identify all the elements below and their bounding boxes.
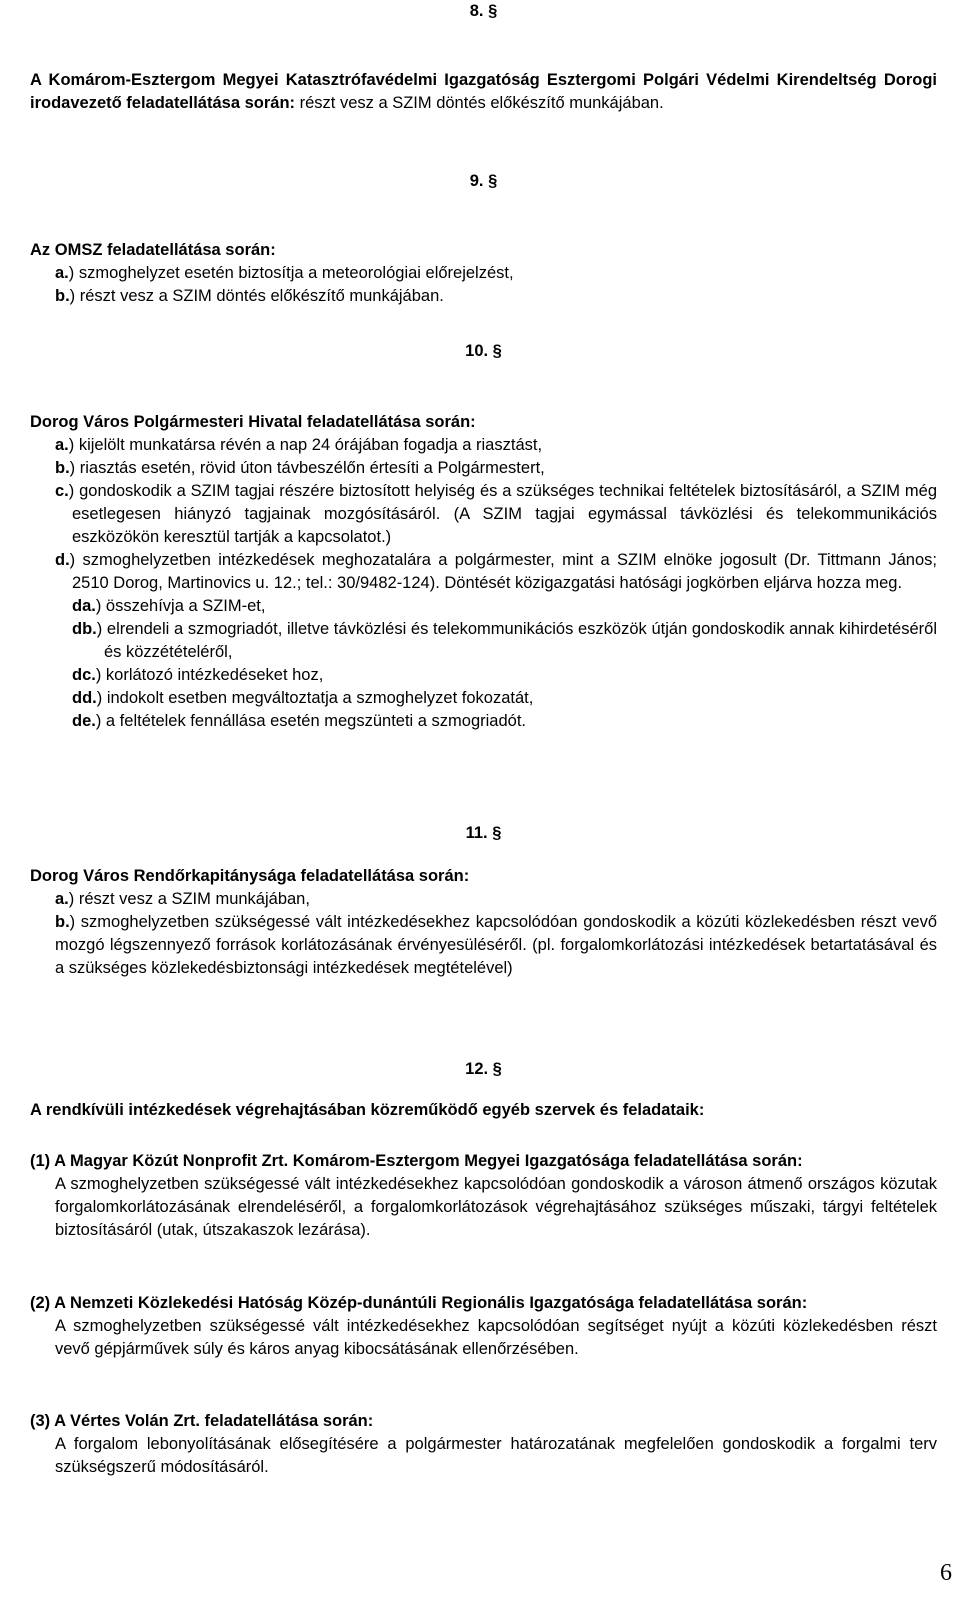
section-11-title: 11. § bbox=[465, 824, 502, 842]
list-item: de.) a feltételek fennállása esetén megszünteti a szmogriadót. bbox=[72, 712, 527, 730]
section-12-title: 12. § bbox=[465, 1060, 502, 1078]
list-item: b.) szmoghelyzetben szükségessé vált intézkedésekhez kapcsolódóan gondoskodik a közúti közlekedésben részt vevő mozgó légszennyező források korlátozásának érvényesüléséről. (pl. forgalomkorlátozási intézkedések betartatásával és a szükséges közlekedésbiztonsági intézkedések megtételével) bbox=[55, 913, 937, 977]
org-1-text: A szmoghelyzetben szükségessé vált intézkedésekhez kapcsolódóan gondoskodik a városon átmenő országos közutak forgalomkorlátozásának elrendeléséről, a forgalomkorlátozások végrehajtásához szükséges műszaki, tárgyi feltételek biztosításáról (utak, útszakaszok lezárása). bbox=[55, 1175, 937, 1239]
list-item: a.) kijelölt munkatársa révén a nap 24 órájában fogadja a riasztást, bbox=[55, 436, 543, 454]
section-10-title: 10. § bbox=[465, 342, 502, 360]
list-item: dd.) indokolt esetben megváltoztatja a szmoghelyzet fokozatát, bbox=[72, 689, 534, 707]
org-1-title: (1) A Magyar Közút Nonprofit Zrt. Komárom-Esztergom Megyei Igazgatósága feladatellátása során: bbox=[30, 1152, 803, 1170]
list-item: d.) szmoghelyzetben intézkedések meghozatalára a polgármester, mint a SZIM elnöke jogosult (Dr. Tittmann János; 2510 Dorog, Martinovics u. 12.; tel.: 30/9482-124). Döntését közigazgatási hatósági jogkörben eljárva hozza meg. bbox=[55, 551, 937, 592]
list-item: dc.) korlátozó intézkedéseket hoz, bbox=[72, 666, 324, 684]
section-11-heading: Dorog Város Rendőrkapitánysága feladatellátása során: bbox=[30, 867, 470, 885]
org-3-title: (3) A Vértes Volán Zrt. feladatellátása során: bbox=[30, 1412, 374, 1430]
org-3-text: A forgalom lebonyolításának elősegítésére a polgármester határozatának megfelelően gondoskodik a forgalmi terv szükségszerű módosításáról. bbox=[55, 1435, 937, 1476]
section-8-title: 8. § bbox=[469, 2, 498, 20]
list-item: a.) szmoghelyzet esetén biztosítja a meteorológiai előrejelzést, bbox=[55, 264, 514, 282]
list-item: da.) összehívja a SZIM-et, bbox=[72, 597, 266, 615]
section-8-text: A Komárom-Esztergom Megyei Katasztrófavédelmi Igazgatóság Esztergomi Polgári Védelmi Kirendeltség Dorogi irodavezető feladatellátása során: részt vesz a SZIM döntés előkészítő munkájában. bbox=[30, 71, 937, 112]
section-9-body bbox=[30, 239, 937, 308]
section-9-title: 9. § bbox=[469, 172, 498, 190]
list-item: a.) részt vesz a SZIM munkájában, bbox=[55, 890, 310, 908]
list-item: b.) riasztás esetén, rövid úton távbeszélőn értesíti a Polgármestert, bbox=[55, 459, 545, 477]
list-item: db.) elrendeli a szmogriadót, illetve távközlési és telekommunikációs eszközök útján gondoskodik annak kihirdetéséről és közzétételéről, bbox=[72, 620, 937, 661]
org-2 bbox=[30, 1292, 937, 1361]
section-11-body bbox=[30, 865, 937, 980]
section-12-heading: A rendkívüli intézkedések végrehajtásában közreműködő egyéb szervek és feladataik: bbox=[30, 1101, 705, 1119]
org-3 bbox=[30, 1410, 937, 1479]
page-number: 6 bbox=[940, 1560, 952, 1586]
list-item: b.) részt vesz a SZIM döntés előkészítő munkájában. bbox=[55, 287, 444, 305]
org-2-title: (2) A Nemzeti Közlekedési Hatóság Közép-dunántúli Regionális Igazgatósága feladatellátása során: bbox=[30, 1294, 808, 1312]
section-9-heading: Az OMSZ feladatellátása során: bbox=[30, 241, 276, 259]
section-10-heading: Dorog Város Polgármesteri Hivatal feladatellátása során: bbox=[30, 413, 476, 431]
org-1 bbox=[30, 1150, 937, 1242]
org-2-text: A szmoghelyzetben szükségessé vált intézkedésekhez kapcsolódóan segítséget nyújt a közúti közlekedésben részt vevő gépjárművek súly és káros anyag kibocsátásának ellenőrzésében. bbox=[55, 1317, 937, 1358]
list-item: c.) gondoskodik a SZIM tagjai részére biztosított helyiség és a szükséges technikai feltételek biztosításáról, a SZIM még esetlegesen hiányzó tagjainak mozgósításáról. (A SZIM tagjai egymással távközlési és telekommunikációs eszközökön keresztül tartják a kapcsolatot.) bbox=[55, 482, 937, 546]
section-10-body bbox=[30, 411, 937, 733]
sub-list bbox=[30, 595, 937, 733]
